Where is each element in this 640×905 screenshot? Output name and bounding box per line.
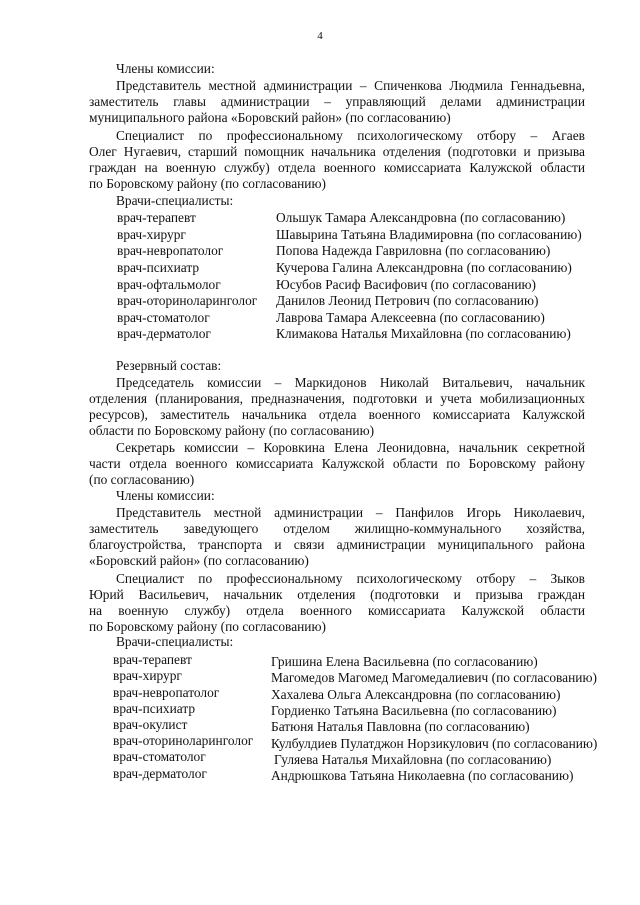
doctor-role: врач-дерматолог bbox=[113, 766, 207, 781]
admin-rep-line: заместитель заведующего отделом жилищно-коммунального хозяйства, bbox=[89, 521, 585, 536]
secretary-line: Секретарь комиссии – Коровкина Елена Леонидовна, начальник секретной bbox=[116, 440, 585, 455]
chair-line: области по Боровскому району (по согласованию) bbox=[89, 423, 375, 438]
members-heading: Члены комиссии: bbox=[116, 488, 215, 503]
psy-specialist-line: по Боровскому району (по согласованию) bbox=[89, 619, 326, 634]
members-heading: Члены комиссии: bbox=[116, 61, 215, 76]
admin-rep-line: муниципального района «Боровский район» (по согласованию) bbox=[89, 110, 451, 125]
doctor-role: врач-хирург bbox=[113, 668, 182, 683]
chair-line: ресурсов), заместитель начальника отдела военного комиссариата Калужской bbox=[89, 407, 585, 422]
admin-rep-line: благоустройства, транспорта и связи администрации муниципального района bbox=[89, 537, 585, 552]
psy-specialist-line: на военную службу) отдела военного комиссариата Калужской области bbox=[89, 603, 585, 618]
doctor-name: Андрюшкова Татьяна Николаевна (по согласованию) bbox=[271, 768, 574, 783]
doctor-role: врач-невропатолог bbox=[117, 243, 224, 258]
psy-specialist-line: граждан на военную службу) отдела военного комиссариата Калужской области bbox=[89, 160, 585, 175]
doctors-heading: Врачи-специалисты: bbox=[116, 634, 234, 649]
doctors-heading: Врачи-специалисты: bbox=[116, 193, 234, 208]
doctor-role: врач-психиатр bbox=[113, 701, 196, 716]
doctor-name: Попова Надежда Гавриловна (по согласованию) bbox=[276, 243, 551, 258]
doctor-name: Батюня Наталья Павловна (по согласованию) bbox=[271, 719, 530, 734]
doctor-role: врач-стоматолог bbox=[113, 749, 206, 764]
doctor-role: врач-терапевт bbox=[117, 210, 196, 225]
doctor-name: Гордиенко Татьяна Васильевна (по согласованию) bbox=[271, 703, 557, 718]
secretary-line: (по согласованию) bbox=[89, 472, 195, 487]
doctor-name: Гуляева Наталья Михайловна (по согласованию) bbox=[274, 752, 552, 767]
reserve-heading: Резервный состав: bbox=[116, 358, 222, 373]
doctor-name: Кучерова Галина Александровна (по согласованию) bbox=[276, 260, 572, 275]
doctor-role: врач-стоматолог bbox=[117, 310, 210, 325]
psy-specialist-line: по Боровскому району (по согласованию) bbox=[89, 176, 326, 191]
doctor-role: врач-дерматолог bbox=[117, 326, 211, 341]
doctor-name: Магомедов Магомед Магомедалиевич (по согласованию) bbox=[271, 670, 597, 685]
psy-specialist-line: Специалист по профессиональному психологическому отбору – Зыков bbox=[116, 571, 585, 586]
doctor-name: Климакова Наталья Михайловна (по согласованию) bbox=[276, 326, 571, 341]
doctor-role: врач-оториноларинголог bbox=[113, 733, 254, 748]
doctor-name: Лаврова Тамара Алексеевна (по согласованию) bbox=[276, 310, 545, 325]
doctor-name: Данилов Леонид Петрович (по согласованию) bbox=[276, 293, 539, 308]
page-number: 4 bbox=[317, 30, 323, 42]
admin-rep-line: Представитель местной администрации – Панфилов Игорь Николаевич, bbox=[116, 505, 585, 520]
chair-line: Председатель комиссии – Маркидонов Николай Витальевич, начальник bbox=[116, 375, 585, 390]
doctor-role: врач-невропатолог bbox=[113, 685, 220, 700]
doctor-role: врач-терапевт bbox=[113, 652, 192, 667]
chair-line: отделения (планирования, предназначения, подготовки и учета мобилизационных bbox=[89, 391, 585, 406]
doctor-role: врач-офтальмолог bbox=[117, 277, 221, 292]
doctor-name: Юсубов Расиф Васифович (по согласованию) bbox=[276, 277, 536, 292]
doctor-name: Хахалева Ольга Александровна (по согласованию) bbox=[271, 687, 561, 702]
secretary-line: части отдела военного комиссариата Калужской области по Боровскому району bbox=[89, 456, 585, 471]
doctor-role: врач-психиатр bbox=[117, 260, 200, 275]
admin-rep-line: «Боровский район» (по согласованию) bbox=[89, 553, 309, 568]
doctor-role: врач-окулист bbox=[113, 717, 188, 732]
admin-rep-line: заместитель главы администрации – управляющий делами администрации bbox=[89, 94, 585, 109]
admin-rep-line: Представитель местной администрации – Спиченкова Людмила Геннадьевна, bbox=[116, 78, 585, 93]
doctor-name: Шавырина Татьяна Владимировна (по согласованию) bbox=[276, 227, 582, 242]
doctor-name: Кулбулдиев Пулатджон Норзикулович (по согласованию) bbox=[271, 736, 598, 751]
psy-specialist-line: Юрий Васильевич, начальник отделения (подготовки и призыва граждан bbox=[89, 587, 585, 602]
psy-specialist-line: Специалист по профессиональному психологическому отбору – Агаев bbox=[116, 128, 585, 143]
doctor-role: врач-хирург bbox=[117, 227, 186, 242]
doctor-role: врач-оториноларинголог bbox=[117, 293, 258, 308]
psy-specialist-line: Олег Нугаевич, старший помощник начальника отделения (подготовки и призыва bbox=[89, 144, 585, 159]
doctor-name: Ольшук Тамара Александровна (по согласованию) bbox=[276, 210, 566, 225]
doctor-name: Гришина Елена Васильевна (по согласованию) bbox=[271, 654, 538, 669]
